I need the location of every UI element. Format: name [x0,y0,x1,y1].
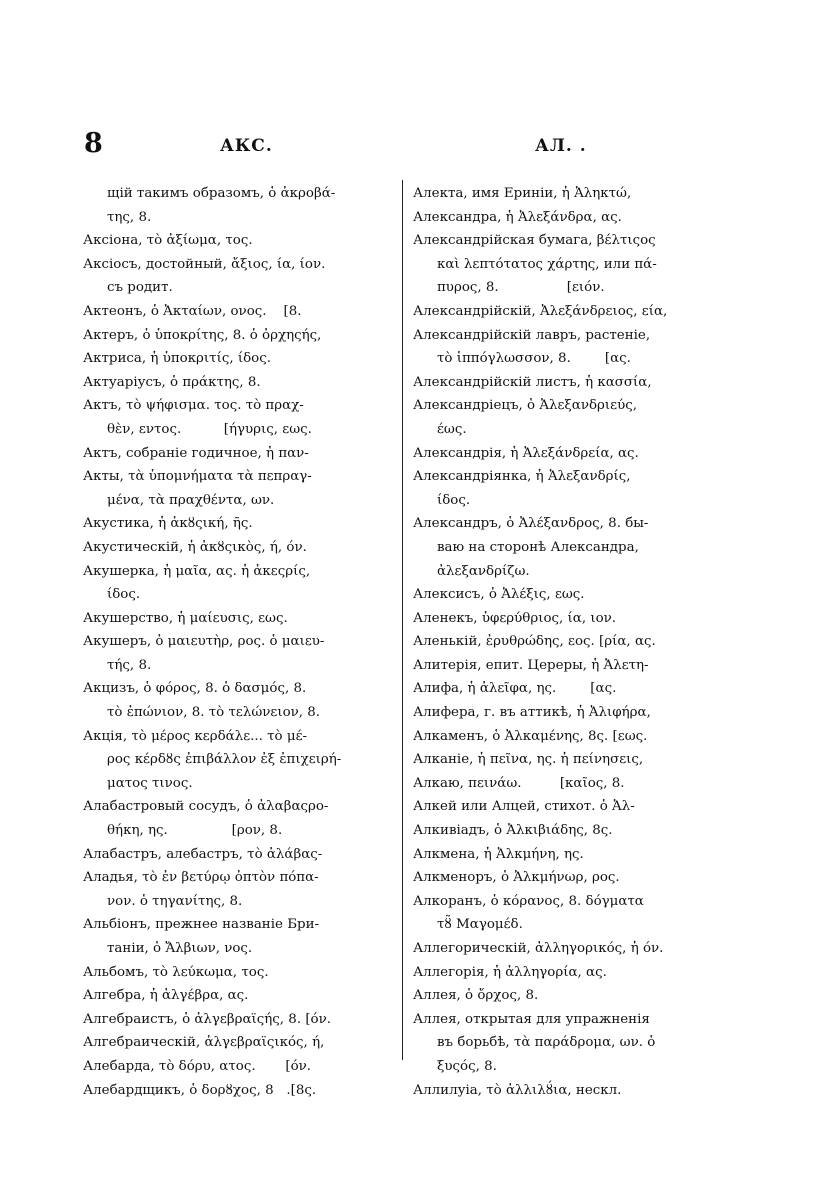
entry-headword-line: Акушерство, ἡ μαίευσις, εως. [83,610,288,626]
entry-headword-line: Актеръ, ὁ ὑποκρίτης, 8. ὁ ὀρχηςής, [83,327,322,343]
entry-headword-line: Актъ, собраніе годичное, ἡ παν- [83,445,309,461]
entry-headword-line: Актуаріусъ, ὁ πράκτης, 8. [83,374,261,390]
entry-continuation-line: ίδος. [437,492,471,508]
entry-continuation-line: μένα, τὰ πραχθέντα, ων. [107,492,275,508]
entry-continuation-line: ρος κέρδȣς ἐπιβάλλον ἐξ ἐπιχειρή- [107,752,342,768]
entry-headword-line: Алекта, имя Ериніи, ἡ Ἀληκτώ, [413,186,632,201]
entry-headword-line: Александрійская бумага, βέλτιςος [413,233,656,249]
entry-headword-line: Александрійскій, Ἀλεξάνδρειος, εία, [413,303,668,319]
entry-headword-line: Акустическій, ἡ ἀκȣςικὸς, ή, όν. [83,539,307,555]
entry-headword-line: Аллея, открытая для упражненія [413,1011,650,1027]
entry-headword-line: Аллея, ὁ ὄρχος, 8. [413,988,539,1004]
entry-headword-line: Алексисъ, ὁ Ἀλέξις, εως. [413,587,585,603]
entry-headword-line: Акты, τὰ ὑπομνήματα τὰ πεπραγ- [83,469,312,485]
entry-continuation-line: τὸ ἐπώνιον, 8. τὸ τελώνειον, 8. [107,705,321,721]
entry-continuation-line: πυρος, 8. [ειόν. [437,280,605,296]
entry-headword-line: Акушеръ, ὁ μαιευτὴρ, ρος. ὁ μαιευ- [83,634,325,650]
entry-headword-line: Алгебраическій, ἀλγεβραϊςικός, ή, [83,1035,325,1051]
entry-headword-line: Алкаменъ, ὁ Ἀλκαμένης, 8ς. [εως. [413,728,648,744]
running-head-right: АЛ. . [535,136,587,156]
entry-headword-line: Алканіе, ἡ πεῖνα, ης. ἡ πείνησεις, [413,752,644,768]
entry-headword-line: Аллегорическій, ἀλληγορικός, ἡ όν. [413,941,664,956]
entry-headword-line: Алитерія, епит. Цереры, ἡ Ἀλετη- [413,657,649,673]
entry-headword-line: Аллилуіа, τὸ ἀλλιλȣ́ια, нескл. [413,1082,622,1098]
page-number: 8 [84,128,103,159]
entry-headword-line: Александрійскій лавръ, растеніе, [413,327,651,343]
entry-continuation-line: ξυςός, 8. [437,1058,497,1074]
entry-continuation-line: νον. ὁ τηγανίτης, 8. [107,893,243,909]
entry-headword-line: Алифера, г. въ аттикѣ, ἡ Ἀλιφήρα, [413,705,651,721]
entry-continuation-line: τȣ̃ Μαγομέδ. [437,917,523,933]
entry-headword-line: Аксіона, τὸ ἀξίωμα, τος. [83,233,253,249]
entry-headword-line: Алкоранъ, ὁ κόρανος, 8. δόγματα [413,893,644,909]
entry-continuation-line: έως. [437,421,467,437]
right-column [413,182,727,1102]
column-divider [402,180,403,1060]
entry-headword-line: Актриса, ἡ ὑποκριτίς, ίδος. [83,351,271,367]
entry-headword-line: Аладья, τὸ ἐν βετύρῳ ὀπτὸν πόπα- [83,870,319,886]
entry-headword-line: Александріецъ, ὁ Ἀλεξανδριεύς, [413,398,638,414]
entry-headword-line: Актъ, τὸ ψήφισμα. τος. τὸ πραχ- [83,398,304,414]
entry-continuation-line: θὲν, εντος. [ήγυρις, εως. [107,421,312,437]
entry-continuation-line: въ борьбѣ, τὰ παράδρομα, ων. ὁ [437,1035,656,1051]
entry-continuation-line: ваю на сторонѣ Александра, [437,539,639,555]
entry-continuation-line: таніи, ὁ Ἄλβιων, νος. [107,941,253,956]
entry-headword-line: Алгебраистъ, ὁ ἀλγεβραϊςής, 8. [όν. [83,1011,332,1027]
entry-continuation-line: ίδος. [107,587,141,603]
entry-headword-line: Аленькій, ἐρυθρώδης, εος. [ρία, ας. [413,634,656,650]
entry-headword-line: Актеонъ, ὁ Ἀκταίων, ονος. [8. [83,303,302,319]
entry-continuation-line: τής, 8. [107,657,152,673]
entry-headword-line: Алгебра, ἡ ἀλγέβρα, ας. [83,988,249,1004]
entry-headword-line: Альбомъ, τὸ λεύκωμα, τος. [83,964,269,980]
entry-headword-line: Аленекъ, ὑφερύθριος, ία, ιον. [413,610,617,626]
entry-headword-line: Акцизъ, ὁ φόρος, 8. ὁ δασμός, 8. [83,681,307,697]
entry-headword-line: Александра, ἡ Ἀλεξάνδρα, ας. [413,209,622,225]
entry-continuation-line: ματος τινος. [107,775,193,791]
entry-headword-line: Александръ, ὁ Ἀλέξανδρος, 8. бы- [413,516,649,532]
entry-headword-line: Акушерка, ἡ μαῖα, ας. ἡ ἀκεςρίς, [83,563,311,579]
entry-continuation-line: ἀλεξανδρίζω. [437,563,530,579]
entry-continuation-line: θήκη, ης. [ρον, 8. [107,823,283,839]
entry-continuation-line: της, 8. [107,209,152,225]
entry-headword-line: Алабастръ, алебастръ, τὸ ἀλάβας- [83,846,323,862]
entry-headword-line: Алифа, ἡ ἀλεῖφα, ης. [ας. [413,681,617,697]
entry-headword-line: Аксіосъ, достойный, ἄξιος, ία, ίον. [83,256,326,272]
entry-headword-line: Алебарда, τὸ δόρυ, ατος. [όν. [83,1058,312,1074]
entry-continuation-line: τὸ ἱππόγλωσσον, 8. [ας. [437,351,631,367]
entry-headword-line: Александрійскій листъ, ἡ κασσία, [413,374,652,390]
entry-headword-line: Акція, τὸ μέρος κερδάλε... τὸ μέ- [83,728,308,744]
entry-headword-line: Алебардщикъ, ὁ δορȣχος, 8 .[8ς. [83,1082,317,1098]
entry-headword-line: Алкаю, πεινάω. [καῖος, 8. [413,775,625,791]
entry-headword-line: Алкей или Алцей, стихот. ὁ Ἀλ- [413,799,635,815]
left-column [83,182,397,1102]
entry-headword-line: Акустика, ἡ ἀκȣςική, ῆς. [83,516,253,532]
running-head-left: АКС. [220,136,273,156]
entry-continuation-line: щій такимъ образомъ, ὁ ἀκροβά- [107,186,336,201]
entry-headword-line: Алкмена, ἡ Ἀλκμήνη, ης. [413,846,584,862]
entry-continuation-line: καὶ λεπτότατος χάρτης, или πά- [437,256,657,272]
entry-headword-line: Александрія, ἡ Ἀλεξάνδρεία, ας. [413,445,639,461]
entry-headword-line: Алкивіадъ, ὁ Ἀλκιβιάδης, 8ς. [413,823,613,839]
entry-headword-line: Александріянка, ἡ Ἀλεξανδρίς, [413,469,631,485]
entry-headword-line: Альбіонъ, прежнее названіе Бри- [83,917,320,933]
entry-continuation-line: съ родит. [107,280,173,296]
entry-headword-line: Аллегорія, ἡ ἀλληγορία, ας. [413,964,607,980]
entry-headword-line: Алабастровый сосудъ, ὁ ἀλαβαςρο- [83,799,329,815]
entry-headword-line: Алкменоръ, ὁ Ἀλκμήνωρ, ρος. [413,870,620,886]
